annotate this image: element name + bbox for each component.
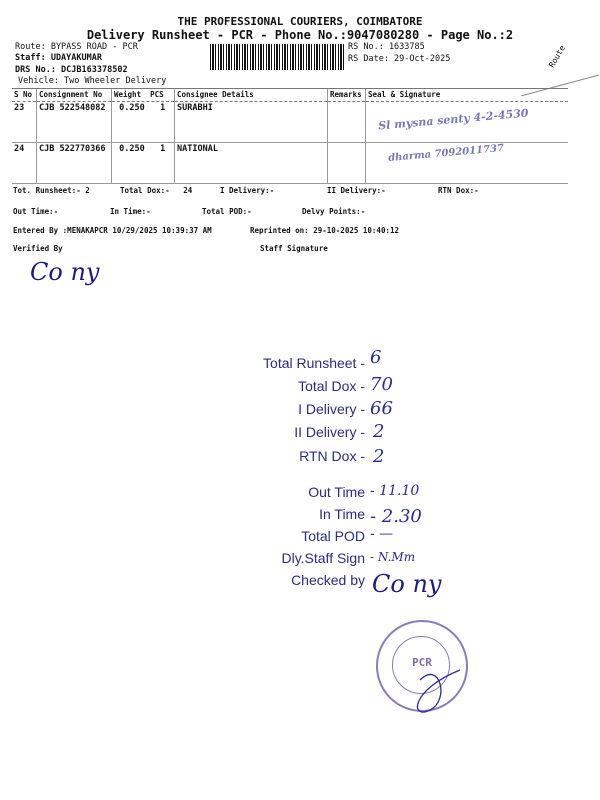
signature-cell [366,102,569,143]
summary-value: 2 [373,421,385,442]
col-consignment: Consignment No [37,89,112,102]
in-time: In Time:- [110,207,151,216]
weight-pcs [112,143,175,184]
signature-cell [366,143,569,184]
table-row [12,143,568,184]
col-weight: Weight [114,90,142,99]
consignee: SURABHI [175,102,328,143]
handwritten-signature: Sl mysna senty 4-2-4530 [377,106,529,133]
route: Route: BYPASS ROAD - PCR [15,42,138,52]
summary-label: I Delivery - [298,401,365,417]
col-signature: Seal & Signature [366,89,569,102]
summary-value: Co ny [372,570,442,598]
summary-value: - 2.30 [370,506,422,527]
col-remarks: Remarks [328,89,366,102]
col-pcs: PCS [150,90,164,99]
consignment-table [12,88,568,184]
summary-label: II Delivery - [294,424,365,440]
summary-value: - — [370,526,394,542]
consignee: NATIONAL [175,143,328,184]
pcs: 1 [160,103,166,113]
summary-value: - N.Mm [370,550,416,564]
tot-runsheet: Tot. Runsheet:- 2 [13,186,90,195]
summary-value: 66 [370,398,393,419]
weight-pcs [112,102,175,143]
summary-label: Dly.Staff Sign [281,550,365,566]
corner-note: Route [547,43,567,70]
stamp-text: PCR [412,656,432,669]
remarks [328,143,366,184]
summary-value: 2 [373,446,385,467]
verified-signature: Co ny [30,258,100,286]
table-header [12,89,568,102]
summary-value: 70 [370,374,393,395]
summary-label: Out Time [308,484,365,500]
total-dox: Total Dox:- 24 [120,186,193,195]
delvy-points: Delvy Points:- [302,207,366,216]
total-pod: Total POD:- [202,207,252,216]
col-sno: S No [12,89,37,102]
verified-by: Verified By [13,244,63,253]
handwritten-signature: dharma 7092011737 [387,142,505,165]
sno: 24 [12,143,37,184]
summary-label: In Time [319,506,365,522]
rtn-dox: RTN Dox:- [438,186,479,195]
col-weight-pcs [112,89,175,102]
staff: Staff: UDAYAKUMAR [15,53,102,63]
weight: 0.250 [119,144,145,154]
staff-signature: Staff Signature [260,244,328,253]
remarks [328,102,366,143]
stamp-signature-scribble [400,650,470,720]
summary-value: - 11.10 [370,483,420,499]
summary-label: RTN Dox - [299,448,365,464]
summary-label: Total Dox - [298,378,365,394]
reprinted-on: Reprinted on: 29-10-2025 10:40:12 [250,226,400,235]
consignment-no: CJB 522770366 [37,143,112,184]
consignment-no: CJB 522548082 [37,102,112,143]
weight: 0.250 [119,103,145,113]
pcs: 1 [160,144,166,154]
rs-date: RS Date: 29-Oct-2025 [348,54,451,64]
rs-no: RS No.: 1633785 [348,42,425,52]
entered-by: Entered By :MENAKAPCR 10/29/2025 10:39:37 AM [13,226,212,235]
summary-label: Checked by [291,572,365,588]
sno: 23 [12,102,37,143]
table-row [12,102,568,143]
summary-label: Total Runsheet - [263,355,365,371]
company-title: THE PROFESSIONAL COURIERS, COIMBATORE [177,15,423,28]
drs-no: DRS No.: DCJB163378502 [15,65,128,75]
runsheet-title: Delivery Runsheet - PCR - Phone No.:9047080280 - Page No.:2 [86,28,514,42]
summary-value: 6 [370,347,382,368]
ii-delivery: II Delivery:- [327,186,386,195]
col-consignee: Consignee Details [175,89,328,102]
vehicle: Vehicle: Two Wheeler Delivery [18,76,167,86]
out-time: Out Time:- [13,207,59,216]
barcode [210,44,345,70]
i-delivery: I Delivery:- [220,186,275,195]
summary-label: Total POD [301,528,365,544]
